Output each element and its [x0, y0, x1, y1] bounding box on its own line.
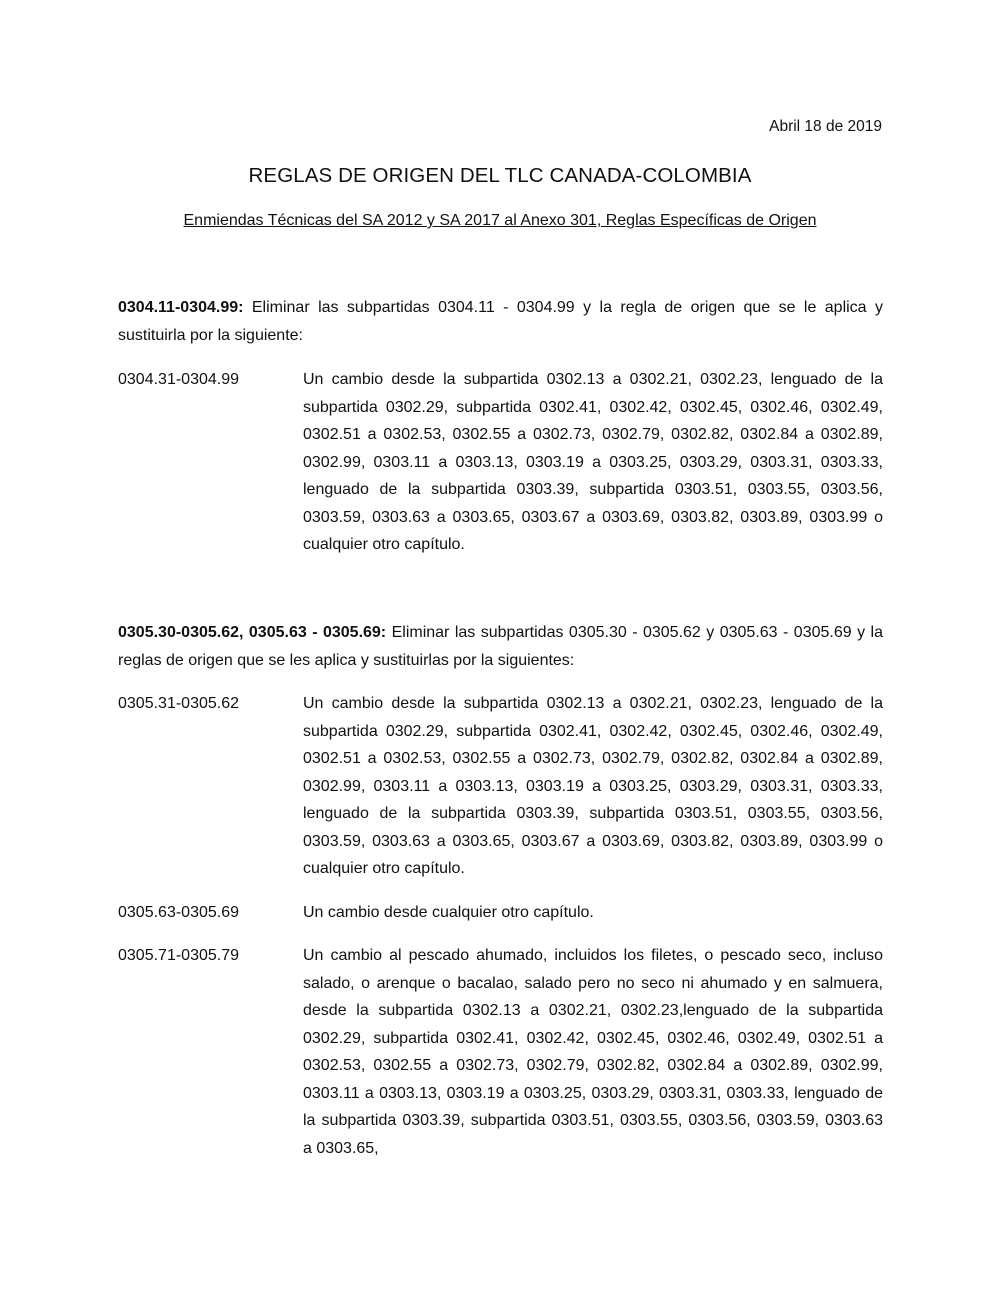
- section-1-heading-code: 0304.11-0304.99:: [118, 299, 244, 316]
- rule-code: 0304.31-0304.99: [118, 371, 239, 388]
- rule-code: 0305.63-0305.69: [118, 904, 239, 921]
- section-1-heading-text: Eliminar las subpartidas 0304.11 - 0304.99 y la regla de origen que se le aplica y sustituirla por la siguiente:: [118, 299, 883, 344]
- rule-text: Un cambio desde cualquier otro capítulo.: [303, 904, 594, 921]
- document-title: REGLAS DE ORIGEN DEL TLC CANADA-COLOMBIA: [248, 164, 752, 187]
- section-2-intro: [118, 619, 883, 674]
- rule-code: 0305.31-0305.62: [118, 695, 239, 712]
- section-1-intro: [118, 294, 883, 349]
- rule-text: Un cambio desde la subpartida 0302.13 a 0302.21, 0302.23, lenguado de la subpartida 0302.29, subpartida 0302.41, 0302.42, 0302.45, 0302.46, 0302.49, 0302.51 a 0302.53, 0302.55 a 0302.73, 0302.79, 0302.82, 0302.84 a 0302.89, 0302.99, 0303.11 a 0303.13, 0303.19 a 0303.25, 0303.29, 0303.31, 0303.33, lenguado de la subpartida 0303.39, subpartida 0303.51, 0303.55, 0303.56, 0303.59, 0303.63 a 0303.65, 0303.67 a 0303.69, 0303.82, 0303.89, 0303.99 o cualquier otro capítulo.: [303, 695, 883, 877]
- rule-text: Un cambio al pescado ahumado, incluidos los filetes, o pescado seco, incluso salado, o arenque o bacalao, salado pero no seco ni ahumado y en salmuera, desde la subpartida 0302.13 a 0302.21, 0302.23,lenguado de la subpartida 0302.29, subpartida 0302.41, 0302.42, 0302.45, 0302.46, 0302.49, 0302.51 a 0302.53, 0302.55 a 0302.73, 0302.79, 0302.82, 0302.84 a 0302.89, 0302.99, 0303.11 a 0303.13, 0303.19 a 0303.25, 0303.29, 0303.31, 0303.33, lenguado de la subpartida 0303.39, subpartida 0303.51, 0303.55, 0303.56, 0303.59, 0303.63 a 0303.65,: [303, 947, 883, 1157]
- section-2-heading-code: 0305.30-0305.62, 0305.63 - 0305.69:: [118, 624, 387, 641]
- rule-code: 0305.71-0305.79: [118, 947, 239, 964]
- section-2-heading-text: Eliminar las subpartidas 0305.30 - 0305.62 y 0305.63 - 0305.69 y la reglas de origen que se les aplica y sustituirlas por la siguientes:: [118, 624, 883, 669]
- document-date: Abril 18 de 2019: [769, 118, 882, 135]
- document-subtitle: Enmiendas Técnicas del SA 2012 y SA 2017 al Anexo 301, Reglas Específicas de Origen: [183, 212, 817, 229]
- rule-text: Un cambio desde la subpartida 0302.13 a 0302.21, 0302.23, lenguado de la subpartida 0302.29, subpartida 0302.41, 0302.42, 0302.45, 0302.46, 0302.49, 0302.51 a 0302.53, 0302.55 a 0302.73, 0302.79, 0302.82, 0302.84 a 0302.89, 0302.99, 0303.11 a 0303.13, 0303.19 a 0303.25, 0303.29, 0303.31, 0303.33, lenguado de la subpartida 0303.39, subpartida 0303.51, 0303.55, 0303.56, 0303.59, 0303.63 a 0303.65, 0303.67 a 0303.69, 0303.82, 0303.89, 0303.99 o cualquier otro capítulo.: [303, 371, 883, 553]
